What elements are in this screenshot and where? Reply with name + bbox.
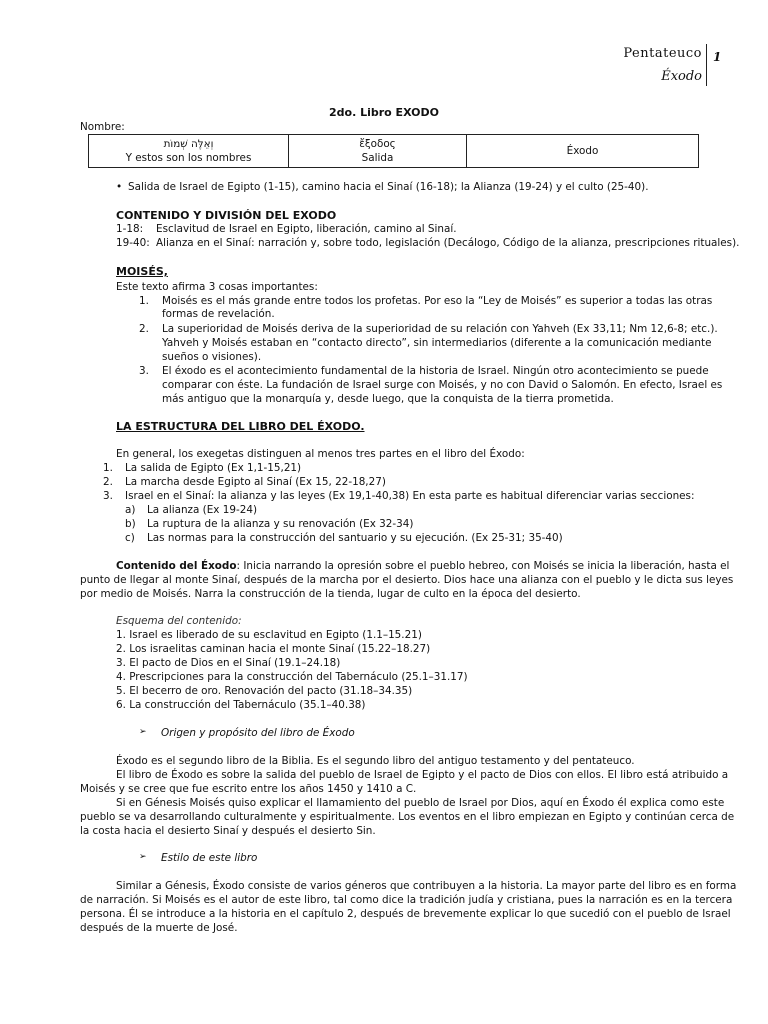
contenido-exodo-text: : Inicia narrando la opresión sobre el pueblo hebreo, con Moisés se inicia la liberación, hasta el — [236, 560, 730, 572]
esquema-item: 4. Prescripciones para la construcción del Tabernáculo (25.1–31.17) — [116, 671, 468, 683]
section-heading-moises: MOISÉS, — [116, 265, 168, 278]
sublist-letter: c) — [125, 532, 135, 544]
origen-line: El libro de Éxodo es sobre la salida del pueblo de Israel de Egipto y el pacto de Dios con ellos. El libro está atribuido a — [116, 769, 729, 781]
list-item-line: La marcha desde Egipto al Sinaí (Ex 15, 22-18,27) — [125, 476, 386, 488]
estilo-heading: Estilo de este libro — [161, 852, 258, 864]
list-number: 1. — [103, 462, 113, 474]
estilo-line: persona. Él se introduce a la historia en el capítulo 2, después de brevemente explicar lo que sucedió con el pueblo de Israel — [80, 908, 731, 920]
division-range: 19-40: — [116, 237, 150, 249]
header-divider — [706, 44, 707, 86]
contenido-exodo-first-line — [116, 559, 729, 573]
arrow-bullet-icon: ➢ — [139, 852, 147, 862]
greek-name-meaning: Salida — [361, 152, 394, 164]
esquema-item: 3. El pacto de Dios en el Sinaí (19.1–24.18) — [116, 657, 341, 669]
section-heading-estructura: LA ESTRUCTURA DEL LIBRO DEL ÉXODO. — [116, 420, 365, 433]
list-number: 1. — [139, 295, 149, 307]
esquema-item: 6. La construcción del Tabernáculo (35.1–40.38) — [116, 699, 366, 711]
contenido-exodo-line: por medio de Moisés. Narra la construcción de la tienda, lugar de culto en la época del desierto. — [80, 588, 581, 600]
esquema-heading: Esquema del contenido: — [116, 615, 242, 627]
list-item-line: Yahveh y Moisés estaban en “contacto directo”, sin intermediarios (diferente a la comunicación mediante — [162, 337, 712, 349]
sublist-letter: a) — [125, 504, 136, 516]
hebrew-name-meaning: Y estos son los nombres — [125, 152, 252, 164]
list-item-line: más antiguo que la monarquía y, desde luego, que la conquista de la tierra prometida. — [162, 393, 614, 405]
list-number: 2. — [103, 476, 113, 488]
hebrew-name: וְאֵלֶּה שְׁמוֹת — [163, 138, 214, 150]
division-range: 1-18: — [116, 223, 144, 235]
bullet-dot: • — [116, 181, 123, 193]
esquema-item: 2. Los israelitas caminan hacia el monte Sinaí (15.22–18.27) — [116, 643, 431, 655]
origen-line: Moisés y se cree que fue escrito entre los años 1450 y 1410 a C. — [80, 783, 417, 795]
running-header-title: Pentateuco — [623, 46, 702, 61]
intro-bullet: Salida de Israel de Egipto (1-15), camino hacia el Sinaí (16-18); la Alianza (19-24) y el culto (25-40). — [128, 181, 649, 193]
esquema-item: 1. Israel es liberado de su esclavitud en Egipto (1.1–15.21) — [116, 629, 422, 641]
sublist-item: La alianza (Ex 19-24) — [147, 504, 257, 516]
origen-line: Si en Génesis Moisés quiso explicar el llamamiento del pueblo de Israel por Dios, aquí en Éxodo él explica como este — [116, 797, 725, 809]
sublist-item: La ruptura de la alianza y su renovación (Ex 32-34) — [147, 518, 414, 530]
greek-name-cell — [289, 135, 467, 168]
estilo-line: de narración. Si Moisés es el autor de este libro, tal como dice la tradición judía y cristiana, pues la narración es en la tercera — [80, 894, 733, 906]
list-number: 3. — [103, 490, 113, 502]
list-number: 3. — [139, 365, 149, 377]
list-item-line: formas de revelación. — [162, 308, 275, 320]
origen-heading: Origen y propósito del libro de Éxodo — [161, 727, 355, 739]
origen-line: pueblo se va desarrollando culturalmente y espiritualmente. Los eventos en el libro empiezan en Egipto y continúan cerca de — [80, 811, 735, 823]
hebrew-name-cell — [89, 135, 289, 168]
greek-name: ἔξοδος — [359, 138, 396, 150]
moises-intro: Este texto afirma 3 cosas importantes: — [116, 281, 318, 293]
origen-line: Éxodo es el segundo libro de la Biblia. Es el segundo libro del antiguo testamento y del pentateuco. — [116, 755, 635, 767]
esquema-item: 5. El becerro de oro. Renovación del pacto (31.18–34.35) — [116, 685, 413, 697]
list-item-line: sueños o visiones). — [162, 351, 262, 363]
list-item-line: El éxodo es el acontecimiento fundamental de la historia de Israel. Ningún otro acontecimiento se puede — [162, 365, 709, 377]
arrow-bullet-icon: ➢ — [139, 727, 147, 737]
contenido-exodo-label: Contenido del Éxodo — [116, 560, 237, 572]
origen-line: la costa hacia el desierto Sinaí y después el desierto Sin. — [80, 825, 376, 837]
list-item-line: La superioridad de Moisés deriva de la superioridad de su relación con Yahveh (Ex 33,11; Nm 12,6-8; etc.). — [162, 323, 718, 335]
list-item-line: Moisés es el más grande entre todos los profetas. Por eso la “Ley de Moisés” es superior a todas las otras — [162, 295, 713, 307]
division-text: Alianza en el Sinaí: narración y, sobre todo, legislación (Decálogo, Código de la alianza, prescripciones rituales). — [156, 237, 740, 249]
estilo-line: después de la muerte de José. — [80, 922, 238, 934]
names-table — [88, 134, 699, 168]
page-number: 1 — [713, 50, 722, 64]
estructura-intro: En general, los exegetas distinguen al menos tres partes en el libro del Éxodo: — [116, 448, 525, 460]
list-item-line: Israel en el Sinaí: la alianza y las leyes (Ex 19,1-40,38) En esta parte es habitual diferenciar varias secciones: — [125, 490, 695, 502]
contenido-exodo-line: punto de llegar al monte Sinaí, después de la marcha por el desierto. Dios hace una alianza con el pueblo y le dicta sus leyes — [80, 574, 734, 586]
sublist-item: Las normas para la construcción del santuario y su ejecución. (Ex 25-31; 35-40) — [147, 532, 563, 544]
list-item-line: comparar con éste. La fundación de Israel surge con Moisés, y no con David o Salomón. En efecto, Israel es — [162, 379, 723, 391]
sublist-letter: b) — [125, 518, 136, 530]
division-text: Esclavitud de Israel en Egipto, liberación, camino al Sinaí. — [156, 223, 457, 235]
name-label: Nombre: — [80, 121, 125, 133]
spanish-name-cell: Éxodo — [467, 135, 699, 168]
running-header-subtitle: Éxodo — [661, 69, 702, 84]
estilo-line: Similar a Génesis, Éxodo consiste de varios géneros que contribuyen a la historia. La mayor parte del libro es en forma — [116, 880, 737, 892]
list-number: 2. — [139, 323, 149, 335]
section-heading-contenido: CONTENIDO Y DIVISIÓN DEL EXODO — [116, 209, 337, 222]
list-item-line: La salida de Egipto (Ex 1,1-15,21) — [125, 462, 302, 474]
document-title: 2do. Libro EXODO — [329, 106, 439, 119]
